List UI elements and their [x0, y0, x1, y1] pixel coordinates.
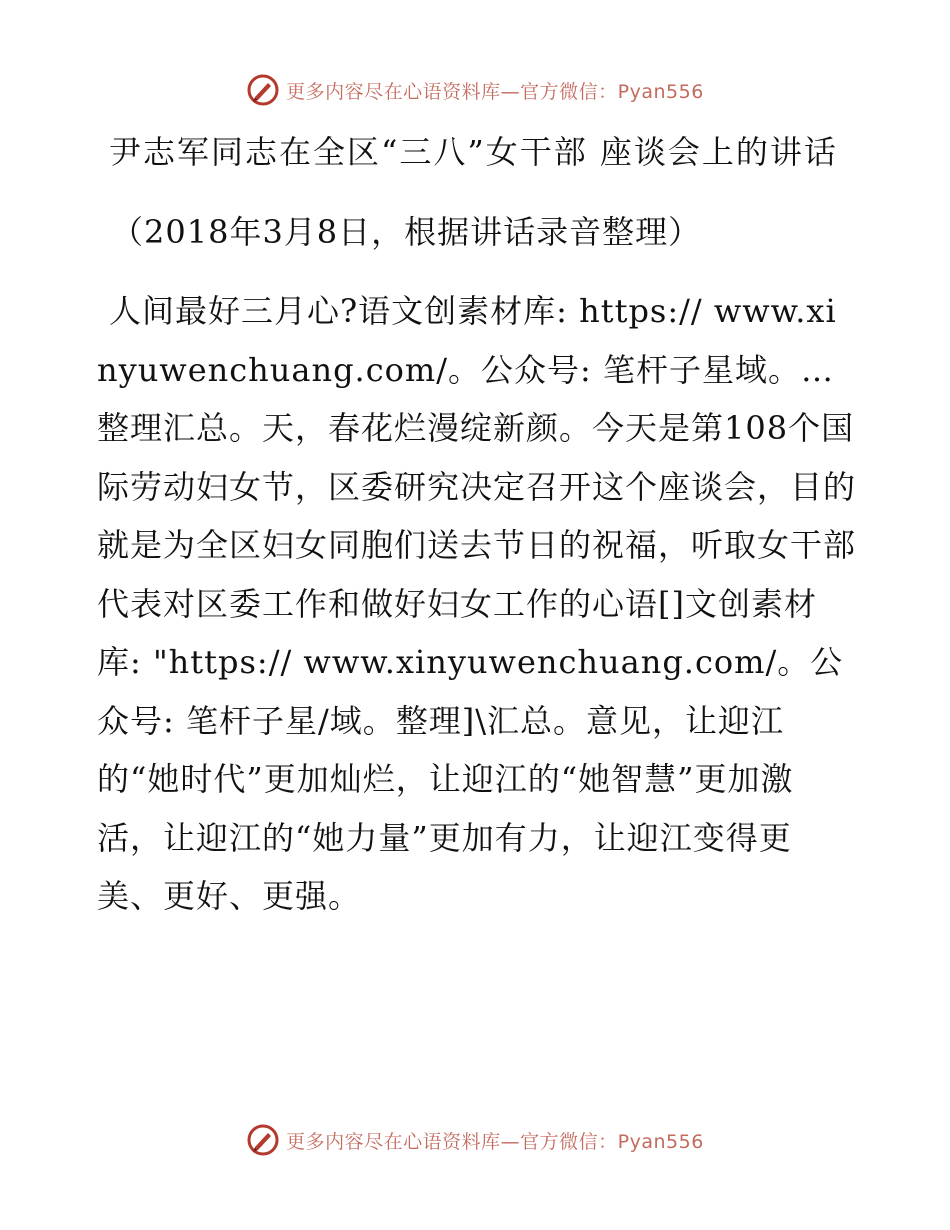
date-line: （2018年3月8日，根据讲话录音整理）: [111, 213, 702, 251]
header-banner: [0, 70, 950, 110]
document-title: 尹志军同志在全区“三八”女干部 座谈会上的讲话: [109, 133, 838, 171]
document-body: [97, 124, 857, 926]
banner-text: 更多内容尽在心语资料库—官方微信：Pyan556: [286, 1130, 704, 1153]
footer-banner: [0, 1120, 950, 1160]
banner-text: 更多内容尽在心语资料库—官方微信：Pyan556: [286, 80, 704, 103]
pen-logo-icon: [246, 1123, 280, 1157]
body-paragraph: 人间最好三月心?语文创素材库: https:// www.xinyuwenchuang.com/。公众号: 笔杆子星域。…整理汇总。天，春花烂漫绽新颜。今天是第108个国际劳动妇女节，区委研究决定召开这个座谈会，目的就是为全区妇女同胞们送去节日的祝福，听取女干部代表对区委工作和做好妇女工作的心语[]文创素材库: "https:// www.xinyuwenchuang.com/。公众号: 笔杆子星/域。整理]\汇总。意见，让迎江的“她时代”更加灿烂，让迎江的“她智慧”更加激活，让迎江的“她力量”更加有力，让迎江变得更美、更好、更强。: [97, 292, 857, 915]
pen-logo-icon: [246, 73, 280, 107]
